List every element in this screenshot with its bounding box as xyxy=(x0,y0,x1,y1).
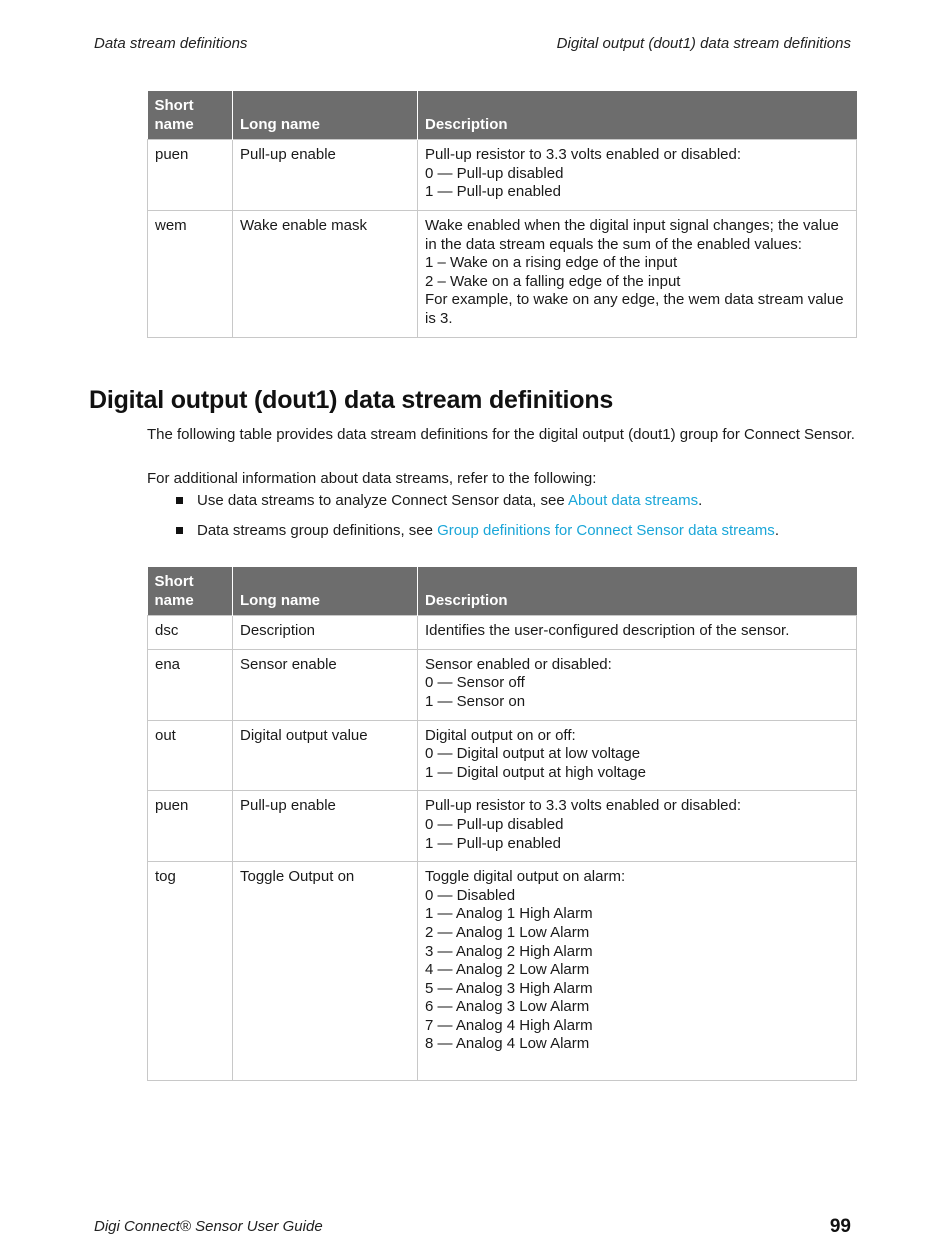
long-name-cell: Pull-up enable xyxy=(233,140,418,211)
description-line: 6 — Analog 3 Low Alarm xyxy=(425,998,590,1016)
description-line: Digital output on or off: xyxy=(425,726,576,744)
reference-text: Data streams group definitions, see xyxy=(197,522,438,539)
square-bullet-icon xyxy=(176,527,183,534)
description-line: 3 — Analog 2 High Alarm xyxy=(425,942,593,960)
description-line: 0 — Pull-up disabled xyxy=(425,815,564,833)
description-line: 2 – Wake on a falling edge of the input xyxy=(425,272,681,290)
description-line: 5 — Analog 3 High Alarm xyxy=(425,979,593,997)
column-header-short-name: Short name xyxy=(148,567,233,616)
running-header-section: Data stream definitions xyxy=(94,35,248,52)
long-name-cell: Sensor enable xyxy=(233,649,418,720)
description-line: Sensor enabled or disabled: xyxy=(425,655,612,673)
description-line: 1 — Pull-up enabled xyxy=(425,834,561,852)
description-cell xyxy=(418,649,857,720)
description-line: 0 — Disabled xyxy=(425,886,516,904)
references-list xyxy=(147,491,857,551)
description-cell xyxy=(418,140,857,211)
column-header-description: Description xyxy=(418,567,857,616)
section-intro-paragraph: The following table provides data stream definitions for the digital output (dout1) group for Connect Sensor. xyxy=(147,426,855,443)
reference-punctuation: . xyxy=(698,492,703,509)
description-line: Pull-up resistor to 3.3 volts enabled or disabled: xyxy=(425,146,742,164)
description-line: 0 — Digital output at low voltage xyxy=(425,745,641,763)
description-line: 1 — Analog 1 High Alarm xyxy=(425,905,593,923)
description-line: Pull-up resistor to 3.3 volts enabled or disabled: xyxy=(425,797,742,815)
description-line: 2 — Analog 1 Low Alarm xyxy=(425,923,590,941)
long-name-cell: Pull-up enable xyxy=(233,791,418,862)
section-heading: Digital output (dout1) data stream definitions xyxy=(89,386,614,414)
column-header-short-name: Short name xyxy=(148,91,233,140)
table-row xyxy=(148,791,857,862)
reference-text: Use data streams to analyze Connect Sensor data, see xyxy=(197,492,569,509)
data-stream-table-continued xyxy=(147,91,857,338)
long-name-cell: Toggle Output on xyxy=(233,862,418,1081)
description-cell xyxy=(418,210,857,337)
page-number: 99 xyxy=(829,1216,851,1237)
table-header-row xyxy=(148,567,857,616)
description-line: 1 — Sensor on xyxy=(425,692,526,710)
footer-document-title: Digi Connect® Sensor User Guide xyxy=(94,1218,323,1235)
short-name-cell: puen xyxy=(148,791,233,862)
table-row xyxy=(148,649,857,720)
description-cell xyxy=(418,791,857,862)
description-line: 1 – Wake on a rising edge of the input xyxy=(425,254,678,272)
short-name-cell: wem xyxy=(148,210,233,337)
table-row xyxy=(148,616,857,650)
short-name-cell: dsc xyxy=(148,616,233,650)
description-line: For example, to wake on any edge, the wem data stream value is 3. xyxy=(425,291,844,327)
description-line: 0 — Sensor off xyxy=(425,674,525,692)
description-cell xyxy=(418,616,857,650)
dout1-data-stream-table xyxy=(147,567,857,1081)
description-cell xyxy=(418,862,857,1081)
short-name-cell: out xyxy=(148,720,233,791)
description-line: 7 — Analog 4 High Alarm xyxy=(425,1016,593,1034)
reference-punctuation: . xyxy=(774,522,779,539)
description-cell xyxy=(418,720,857,791)
table-row xyxy=(148,720,857,791)
table-header-row xyxy=(148,91,857,140)
link-group-definitions[interactable]: Group definitions for Connect Sensor data streams xyxy=(437,522,775,539)
table-row xyxy=(148,140,857,211)
table-row xyxy=(148,862,857,1081)
list-item xyxy=(147,521,857,540)
link-about-data-streams[interactable]: About data streams xyxy=(568,492,699,509)
description-line: Toggle digital output on alarm: xyxy=(425,868,626,886)
description-line: 4 — Analog 2 Low Alarm xyxy=(425,961,590,979)
description-line: 1 — Pull-up enabled xyxy=(425,183,561,201)
references-intro-paragraph: For additional information about data streams, refer to the following: xyxy=(147,470,597,487)
description-line: Wake enabled when the digital input signal changes; the value in the data stream equals the sum of the enabled values: xyxy=(425,216,839,253)
running-header-topic: Digital output (dout1) data stream definitions xyxy=(556,35,851,52)
description-line: 0 — Pull-up disabled xyxy=(425,164,564,182)
short-name-cell: tog xyxy=(148,862,233,1081)
long-name-cell: Digital output value xyxy=(233,720,418,791)
table-row xyxy=(148,210,857,337)
column-header-description: Description xyxy=(418,91,857,140)
description-line: 1 — Digital output at high voltage xyxy=(425,763,646,781)
long-name-cell: Wake enable mask xyxy=(233,210,418,337)
column-header-long-name: Long name xyxy=(233,567,418,616)
short-name-cell: puen xyxy=(148,140,233,211)
short-name-cell: ena xyxy=(148,649,233,720)
list-item xyxy=(147,491,857,510)
long-name-cell: Description xyxy=(233,616,418,650)
square-bullet-icon xyxy=(176,497,183,504)
column-header-long-name: Long name xyxy=(233,91,418,140)
description-line: Identifies the user-configured description of the sensor. xyxy=(425,622,790,640)
description-line: 8 — Analog 4 Low Alarm xyxy=(425,1035,590,1053)
